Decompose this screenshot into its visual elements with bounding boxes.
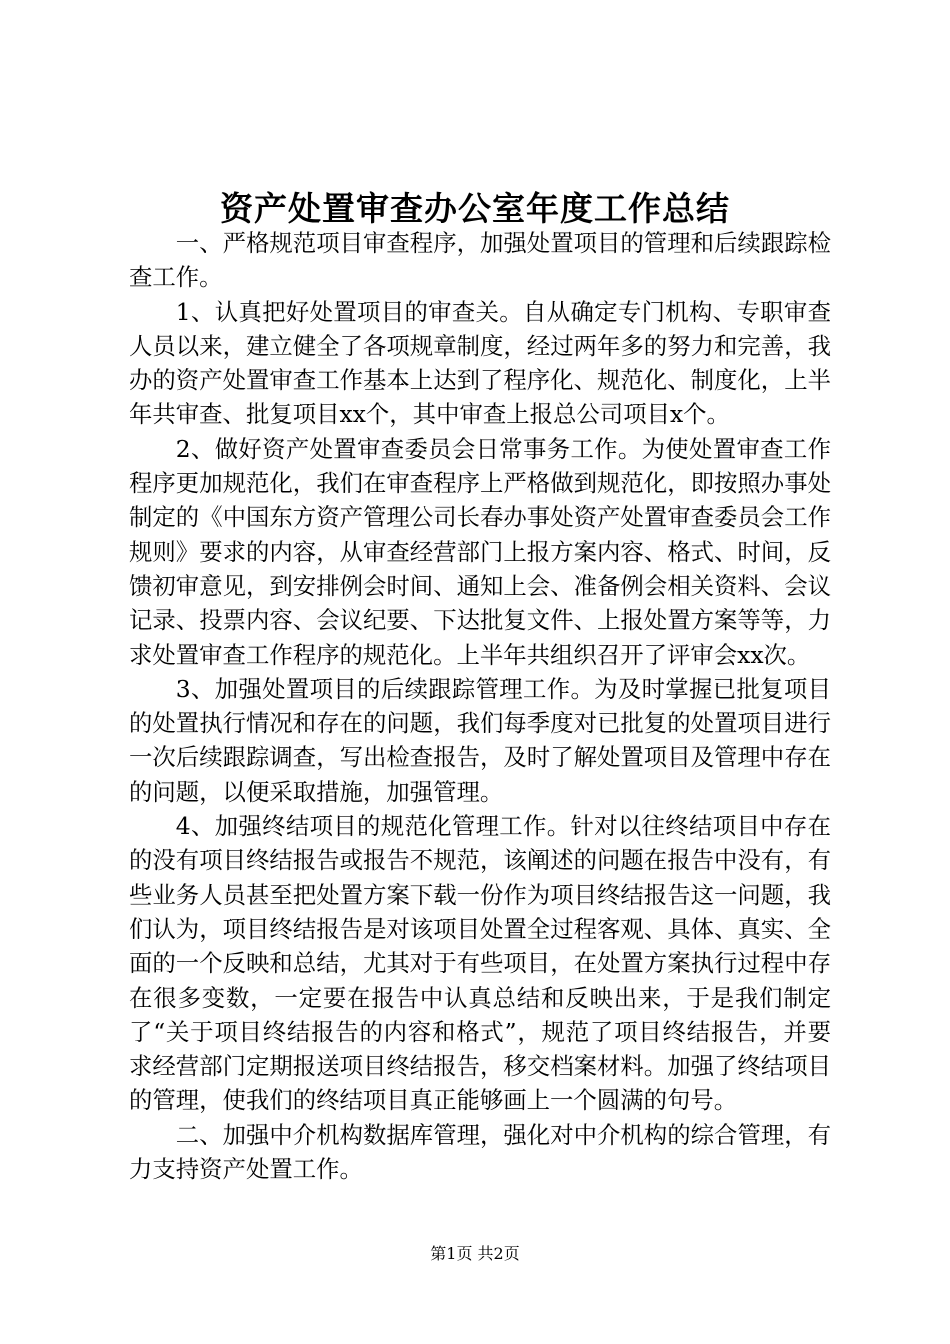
document-body — [129, 226, 831, 1186]
paragraph-section-1-heading: 一、严格规范项目审查程序，加强处置项目的管理和后续跟踪检查工作。 — [129, 229, 831, 292]
paragraph-item-2: 2、做好资产处置审查委员会日常事务工作。为使处置审查工作程序更加规范化，我们在审查程序上严格做到规范化，即按照办事处制定的《中国东方资产管理公司长春办事处资产处置审查委员会工作规则》要求的内容，从审查经营部门上报方案内容、格式、时间，反馈初审意见，到安排例会时间、通知上会、准备例会相关资料、会议记录、投票内容、会议纪要、下达批复文件、上报处置方案等等，力求处置审查工作程序的规范化。上半年共组织召开了评审会xx次。 — [129, 434, 831, 669]
paragraph-item-4: 4、加强终结项目的规范化管理工作。针对以往终结项目中存在的没有项目终结报告或报告不规范，该阐述的问题在报告中没有，有些业务人员甚至把处置方案下载一份作为项目终结报告这一问题，我们认为，项目终结报告是对该项目处置全过程客观、具体、真实、全面的一个反映和总结，尤其对于有些项目，在处置方案执行过程中存在很多变数，一定要在报告中认真总结和反映出来，于是我们制定了“关于项目终结报告的内容和格式”，规范了项目终结报告，并要求经营部门定期报送项目终结报告，移交档案材料。加强了终结项目的管理，使我们的终结项目真正能够画上一个圆满的句号。 — [129, 812, 831, 1115]
document-title: 资产处置审查办公室年度工作总结 — [220, 189, 730, 228]
paragraph-item-3: 3、加强处置项目的后续跟踪管理工作。为及时掌握已批复项目的处置执行情况和存在的问题，我们每季度对已批复的处置项目进行一次后续跟踪调查，写出检查报告，及时了解处置项目及管理中存在的问题，以便采取措施，加强管理。 — [129, 674, 831, 806]
page-number-footer: 第1页 共2页 — [430, 1244, 520, 1263]
paragraph-item-1: 1、认真把好处置项目的审查关。自从确定专门机构、专职审查人员以来，建立健全了各项规章制度，经过两年多的努力和完善，我办的资产处置审查工作基本上达到了程序化、规范化、制度化，上半年共审查、批复项目xx个，其中审查上报总公司项目x个。 — [129, 297, 831, 429]
paragraph-section-2-heading: 二、加强中介机构数据库管理，强化对中介机构的综合管理，有力支持资产处置工作。 — [129, 1120, 831, 1184]
